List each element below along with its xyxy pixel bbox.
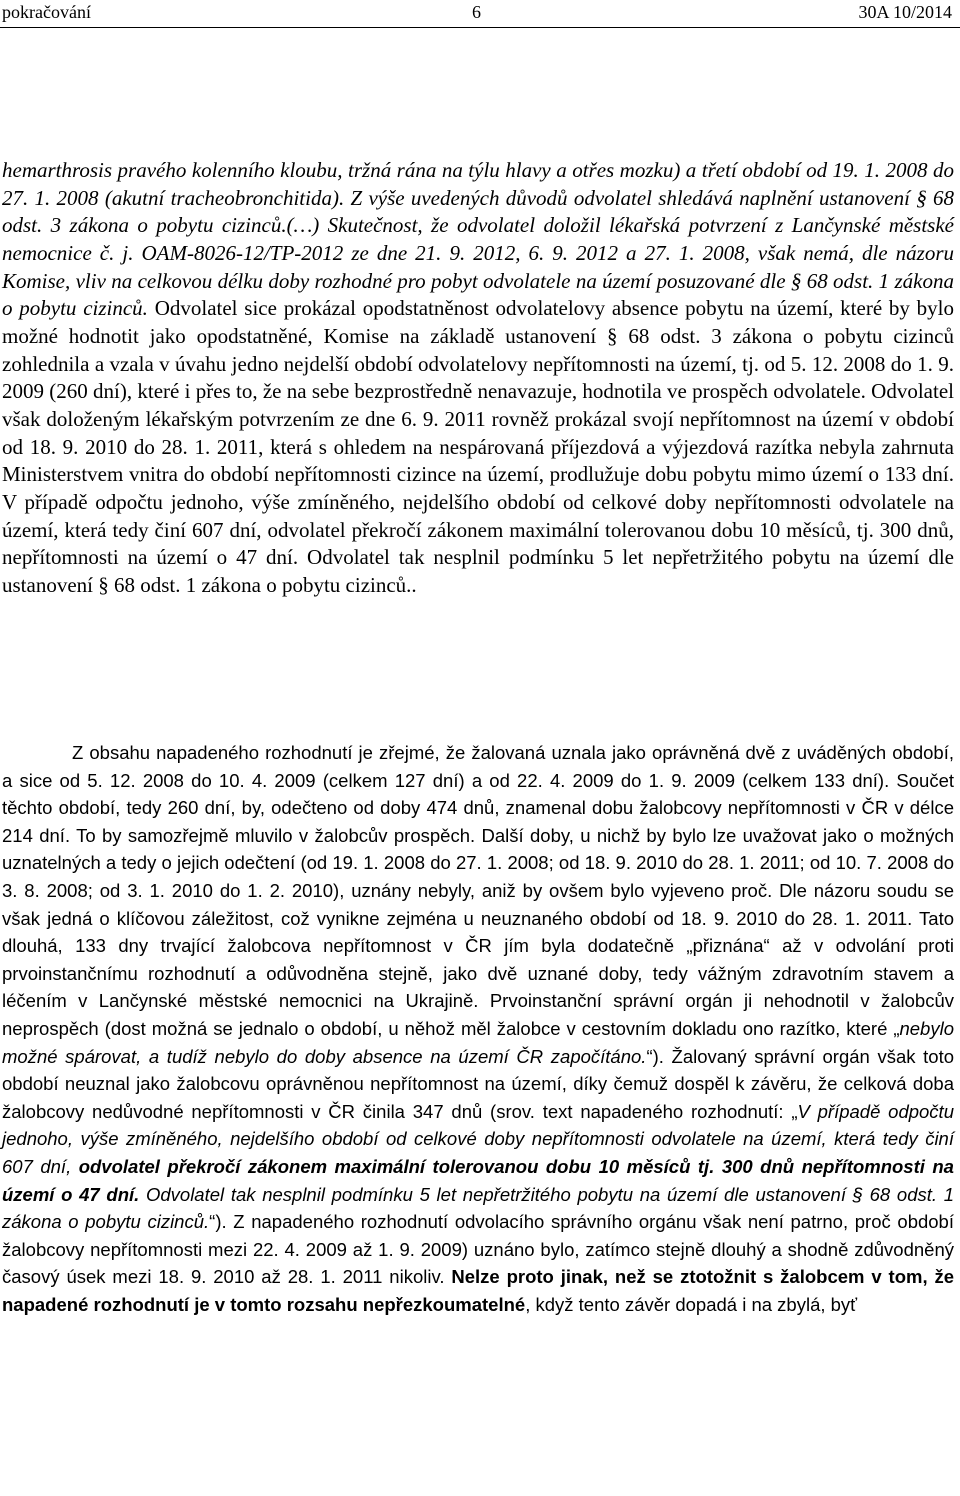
body-text-c: “). Žalovaný správní orgán však toto období neuznal jako žalobcovu oprávněnou nepřítomnost na území, díky čemuž dospěl k závěru, že celková doba žalobcovy nedůvodné nepřítomnosti v ČR činila 347 dnů (srov. text napadeného rozhodnutí: „ <box>2 1045 954 1122</box>
body-text-quote-bold: odvolatel překročí zákonem maximální tolerovanou dobu 10 měsíců tj. 300 dnů nepřítomnosti na území o 47 dní. <box>2 1155 954 1205</box>
page-header <box>0 0 960 26</box>
quoted-text-part-1: hemarthrosis pravého kolenního kloubu, tržná rána na týlu hlavy a otřes mozku) a třetí období od 19. 1. 2008 do 27. 1. 2008 (akutní tracheobronchitida). Z výše uvedených důvodů odvolatel shledává naplnění ustanovení § 68 odst. 3 zákona o pobytu cizinců.(…) Skutečnost, že odvolatel doložil lékařská potvrzení z Lančynské městské nemocnice č. j. OAM-8026-12/TP-2012 ze dne 21. 9. 2012, 6. 9. 2012 a 27. 1. 2008, však nemá, dle názoru Komise, vliv na celkovou délku doby rozhodné pro pobyt odvolatele na území posuzované dle § 68 odst. 1 zákona o pobytu cizinců. <box>2 158 954 321</box>
body-text-conclusion-bold: Nelze proto jinak, než se ztotožnit s žalobcem v tom, že napadené rozhodnutí je v tomto rozsahu nepřezkoumatelné <box>2 1266 955 1315</box>
header-continuation-label: pokračování <box>2 2 91 22</box>
body-text-quote-1: nebylo možné spárovat, a tudíž nebylo do doby absence na území ČR započítáno. <box>2 1017 954 1067</box>
body-text-a: Z obsahu napadeného rozhodnutí je zřejmé, že žalovaná uznala jako oprávněná dvě z uváděných období, a sice od 5. 12. 2008 do 10. 4. 2009 (celkem 127 dní) a od 22. 4. 2009 do 1. 9. 2009 (celkem 133 dní). Součet těchto období, tedy 260 dní, by, odečteno od doby 474 dnů, znamenal dobu žalobcovy nepřítomnosti v ČR v délce 214 dní. To by samozřejmě mluvilo v žalobcův prospěch. Další doby, u nichž by bylo lze uvažovat jako o možných uznatelných a tedy o jejich odečtení (od 19. 1. 2008 do 27. 1. 2008; od 18. 9. 2010 do 28. 1. 2011; od 10. 7. 2008 do 3. 8. 2008; od 3. 1. 2010 do 1. 2. 2010), uznány nebyly, aniž by ovšem bylo vyjeveno proč. Dle názoru soudu se však jedná o klíčovou záležitost, což vynikne zejména u neuznaného období od 18. 9. 2010 do 28. 1. 2011. Tato dlouhá, 133 dny trvající žalobcova nepřítomnost v ČR jím byla dodatečně „přiznána“ až v odvolání proti prvoinstančnímu rozhodnutí a odůvodněna stejně, jako dvě uznané doby, tedy vážným zdravotním stavem a léčením v Lančynské městské nemocnici na Ukrajině. Prvoinstanční správní orgán ji nehodnotil v žalobcův neprospěch (dost možná se jednalo o období, u něhož měl žalobce v cestovním dokladu ono razítko, které „ <box>2 742 954 1039</box>
quoted-text-part-2: Odvolatel sice prokázal opodstatněnost odvolatelovy absence pobytu na území, které by bylo možné hodnotit jako opodstatněné, Komise na základě ustanovení § 68 odst. 3 zákona o pobytu cizinců zohlednila a vzala v úvahu jedno nejdelší období odvolatelovy nepřítomnosti na území, tj. od 5. 12. 2008 do 1. 9. 2009 (260 dní), které i přes to, že na sebe bezprostředně nenavazuje, hodnotila ve prospěch odvolatele. Odvolatel však doloženým lékařským potvrzením ze dne 6. 9. 2011 rovněž prokázal svojí nepřítomnost na území v období od 18. 9. 2010 do 28. 1. 2011, která s ohledem na nespárovaná příjezdová a výjezdová razítka nebyla zahrnuta Ministerstvem vnitra do období nepřítomnosti cizince na území, prodlužuje dobu pobytu mimo území o 133 dní. V případě odpočtu jednoho, výše zmíněného, nejdelšího období od celkové doby nepřítomnosti odvolatele na území, která tedy činí 607 dní, odvolatel překročí zákonem maximální tolerovanou dobu 10 měsíců, tj. 300 dnů, nepřítomnosti na území o 47 dní. Odvolatel tak nesplnil podmínku 5 let nepřetržitého pobytu na území dle ustanovení § 68 odst. 1 zákona o pobytu cizinců.. <box>2 296 955 597</box>
body-paragraph <box>2 739 954 1318</box>
body-text-quote-3: Odvolatel tak nesplnil podmínku 5 let nepřetržitého pobytu na území dle ustanovení § 68 odst. 1 zákona o pobytu cizinců. <box>2 1183 955 1233</box>
body-text-g: “). Z napadeného rozhodnutí odvolacího správního orgánu však není patrno, proč období žalobcovy nepřítomnosti mezi 22. 4. 2009 až 1. 9. 2009) uznáno bylo, zatímco stejně dlouhý a shodně zdůvodněný časový úsek mezi 18. 9. 2010 až 28. 1. 2011 nikoliv. <box>2 1211 954 1288</box>
header-page-number: 6 <box>472 2 481 22</box>
body-text-i: , když tento závěr dopadá i na zbylá, byť <box>525 1293 858 1315</box>
header-rule <box>0 27 960 28</box>
header-case-number: 30A 10/2014 <box>858 2 952 22</box>
quoted-paragraph <box>2 157 954 600</box>
body-text-quote-2: V případě odpočtu jednoho, výše zmíněného, nejdelšího období od celkové doby nepřítomnosti odvolatele na území, která tedy činí 607 dní, <box>2 1100 954 1177</box>
